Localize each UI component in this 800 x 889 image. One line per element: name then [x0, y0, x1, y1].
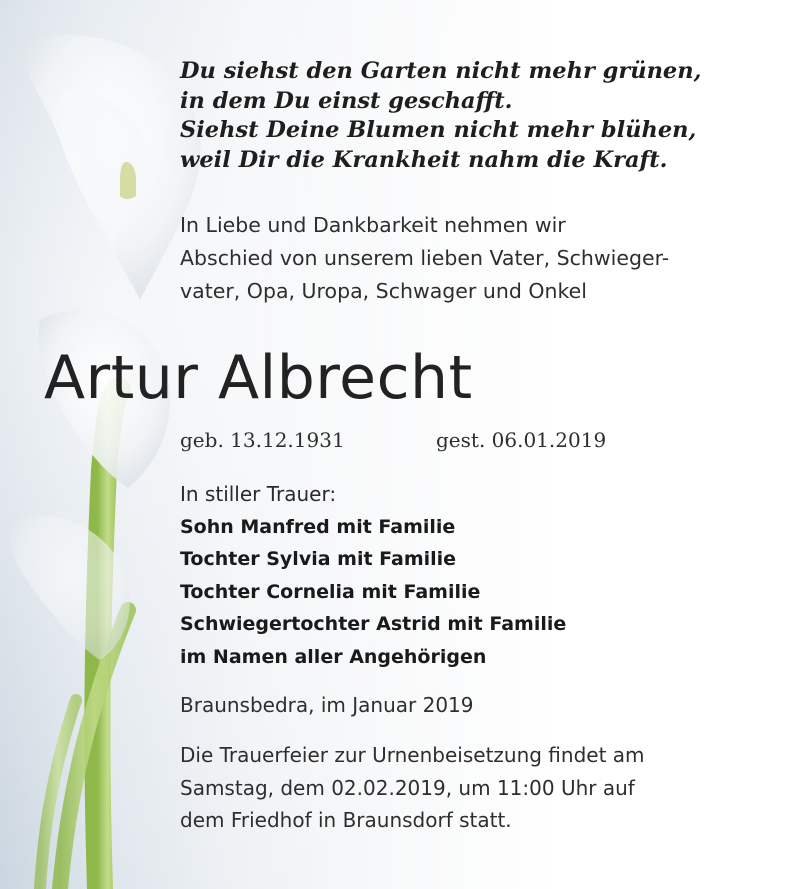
intro-line: vater, Opa, Uropa, Schwager und Onkel	[180, 279, 587, 303]
mourner-entry: Tochter Cornelia mit Familie	[180, 580, 481, 603]
funeral-line: Samstag, dem 02.02.2019, um 11:00 Uhr auf	[180, 775, 635, 800]
intro-text	[180, 209, 770, 308]
mourner-entry: Sohn Manfred mit Familie	[180, 515, 456, 538]
funeral-line: Die Trauerfeier zur Urnenbeisetzung findet am	[180, 743, 645, 767]
mourner-entry: im Namen aller Angehörigen	[180, 645, 487, 668]
poem-line: Siehst Deine Blumen nicht mehr blühen,	[180, 117, 697, 143]
deceased-name: Artur Albrecht	[44, 343, 473, 413]
intro-line: In Liebe und Dankbarkeit nehmen wir	[180, 213, 566, 237]
mourner-entry: Schwiegertochter Astrid mit Familie	[180, 613, 567, 635]
place-and-date: Braunsbedra, im Januar 2019	[180, 693, 474, 717]
poem-line: weil Dir die Krankheit nahm die Kraft.	[180, 146, 668, 173]
mourning-heading: In stiller Trauer:	[180, 482, 337, 506]
funeral-info	[180, 739, 780, 837]
poem-line: Du siehst den Garten nicht mehr grünen,	[180, 58, 702, 84]
death-date: gest. 06.01.2019	[436, 428, 607, 452]
mourners-list	[180, 478, 566, 673]
birth-date: geb. 13.12.1931	[180, 428, 345, 452]
poem	[180, 57, 780, 175]
mourner-entry: Tochter Sylvia mit Familie	[180, 548, 457, 570]
intro-line: Abschied von unserem lieben Vater, Schwieger-	[180, 246, 670, 270]
life-dates	[180, 424, 606, 456]
funeral-line: dem Friedhof in Braunsdorf statt.	[180, 808, 512, 832]
poem-line: in dem Du einst geschafft.	[180, 87, 513, 114]
